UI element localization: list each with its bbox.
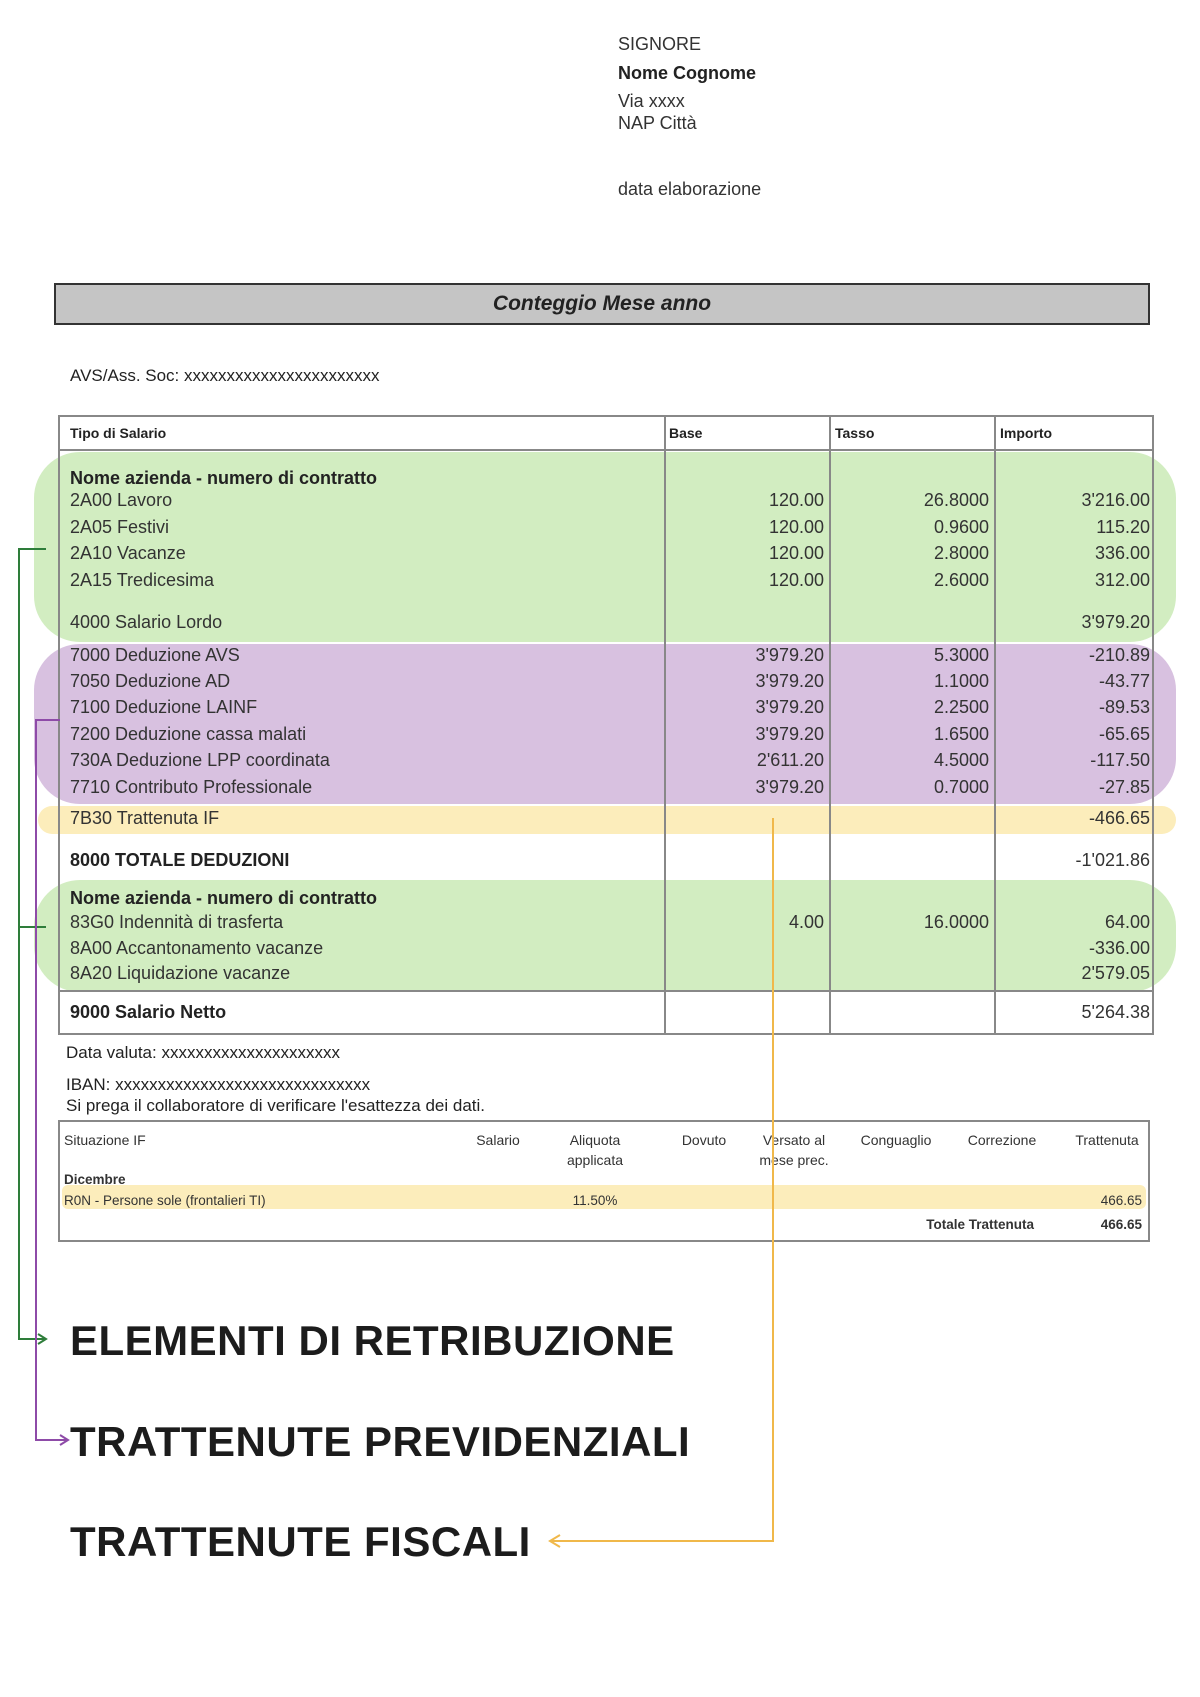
row-amount: 64.00 bbox=[1104, 912, 1150, 932]
header-base: Base bbox=[669, 425, 703, 441]
row-label: 7000 Deduzione AVS bbox=[70, 645, 240, 665]
if-header-versato-line1: Versato al bbox=[762, 1132, 826, 1148]
row-amount: 312.00 bbox=[1094, 570, 1150, 590]
payslip-title: Conteggio Mese anno bbox=[54, 283, 1150, 325]
row-amount: -117.50 bbox=[1090, 750, 1150, 770]
avs-number: AVS/Ass. Soc: xxxxxxxxxxxxxxxxxxxxxxx bbox=[70, 366, 380, 385]
row-rate: 16.0000 bbox=[923, 912, 989, 932]
row-rate: 0.9600 bbox=[933, 517, 989, 537]
if-total-label: Totale Trattenuta bbox=[926, 1217, 1034, 1232]
if-row-amount: 466.65 bbox=[1100, 1193, 1142, 1208]
row-amount: 336.00 bbox=[1094, 543, 1150, 563]
row-amount: 3'216.00 bbox=[1081, 490, 1150, 510]
row-rate: 5.3000 bbox=[933, 645, 989, 665]
row-base: 3'979.20 bbox=[755, 671, 824, 691]
row-label: 2A10 Vacanze bbox=[70, 543, 186, 563]
header-amount: Importo bbox=[1000, 425, 1053, 441]
row-amount: 5'264.38 bbox=[1081, 1002, 1150, 1022]
row-rate: 1.6500 bbox=[933, 724, 989, 744]
row-rate: 2.2500 bbox=[933, 697, 989, 717]
row-base: 3'979.20 bbox=[755, 645, 824, 665]
if-header-aliquota-line1: Aliquota bbox=[569, 1132, 621, 1148]
recipient-city: NAP Città bbox=[618, 113, 697, 133]
row-rate: 2.8000 bbox=[933, 543, 989, 563]
row-amount: 3'979.20 bbox=[1081, 612, 1150, 632]
if-header-aliquota-line2: applicata bbox=[566, 1152, 624, 1168]
row-amount: -210.89 bbox=[1088, 645, 1150, 665]
legend-earnings: ELEMENTI DI RETRIBUZIONE bbox=[70, 1317, 675, 1364]
row-label: 2A00 Lavoro bbox=[70, 490, 173, 510]
if-header-salario: Salario bbox=[476, 1132, 520, 1148]
row-base: 4.00 bbox=[788, 912, 824, 932]
row-rate: 0.7000 bbox=[933, 777, 989, 797]
iban: IBAN: xxxxxxxxxxxxxxxxxxxxxxxxxxxxxx bbox=[66, 1075, 371, 1094]
row-label: 7B30 Trattenuta IF bbox=[70, 808, 220, 828]
row-label: 4000 Salario Lordo bbox=[70, 612, 223, 632]
if-row-rate: 11.50% bbox=[572, 1193, 618, 1208]
processing-date: data elaborazione bbox=[618, 179, 762, 199]
row-label: 9000 Salario Netto bbox=[70, 1002, 227, 1022]
row-amount: -27.85 bbox=[1098, 777, 1150, 797]
row-amount: -466.65 bbox=[1088, 808, 1150, 828]
row-amount: -43.77 bbox=[1098, 671, 1150, 691]
row-amount: -89.53 bbox=[1098, 697, 1150, 717]
company-heading: Nome azienda - numero di contratto bbox=[70, 888, 378, 908]
row-base: 120.00 bbox=[768, 490, 824, 510]
row-amount: 115.20 bbox=[1096, 517, 1150, 537]
row-amount: -336.00 bbox=[1088, 938, 1150, 958]
if-month: Dicembre bbox=[64, 1172, 126, 1187]
row-base: 3'979.20 bbox=[755, 697, 824, 717]
row-label: 2A15 Tredicesima bbox=[70, 570, 215, 590]
row-rate: 2.6000 bbox=[933, 570, 989, 590]
if-row-label: R0N - Persone sole (frontalieri TI) bbox=[64, 1193, 266, 1208]
row-label: 8A20 Liquidazione vacanze bbox=[70, 963, 291, 983]
if-header-versato-line2: mese prec. bbox=[759, 1152, 829, 1168]
row-base: 120.00 bbox=[768, 570, 824, 590]
row-label: 8000 TOTALE DEDUZIONI bbox=[70, 850, 290, 870]
company-heading: Nome azienda - numero di contratto bbox=[70, 468, 378, 488]
header-type: Tipo di Salario bbox=[70, 425, 167, 441]
row-amount: 2'579.05 bbox=[1081, 963, 1150, 983]
header-rate: Tasso bbox=[835, 425, 875, 441]
row-rate: 26.8000 bbox=[923, 490, 989, 510]
row-label: 7100 Deduzione LAINF bbox=[70, 697, 258, 717]
social-bracket-line bbox=[36, 720, 66, 1440]
row-label: 83G0 Indennità di trasferta bbox=[70, 912, 284, 932]
row-label: 730A Deduzione LPP coordinata bbox=[70, 750, 330, 770]
row-amount: -65.65 bbox=[1098, 724, 1150, 744]
if-total-amount: 466.65 bbox=[1100, 1217, 1142, 1232]
earnings-bracket-line bbox=[19, 549, 46, 1339]
verify-note: Si prega il collaboratore di verificare l'esattezza dei dati. bbox=[66, 1096, 486, 1115]
row-label: 2A05 Festivi bbox=[70, 517, 170, 537]
if-header-conguaglio: Conguaglio bbox=[860, 1132, 932, 1148]
row-rate: 1.1000 bbox=[933, 671, 989, 691]
if-header-dovuto: Dovuto bbox=[681, 1132, 727, 1148]
legend-social-deductions: TRATTENUTE PREVIDENZIALI bbox=[70, 1418, 691, 1465]
row-amount: -1'021.86 bbox=[1075, 850, 1150, 870]
row-base: 2'611.20 bbox=[756, 750, 824, 770]
recipient-salutation: SIGNORE bbox=[618, 34, 702, 54]
row-label: 7200 Deduzione cassa malati bbox=[70, 724, 307, 744]
row-base: 120.00 bbox=[768, 543, 824, 563]
recipient-name: Nome Cognome bbox=[618, 63, 757, 83]
row-rate: 4.5000 bbox=[933, 750, 989, 770]
value-date: Data valuta: xxxxxxxxxxxxxxxxxxxxx bbox=[66, 1043, 340, 1062]
row-base: 3'979.20 bbox=[755, 724, 824, 744]
row-base: 3'979.20 bbox=[755, 777, 824, 797]
recipient-street: Via xxxx bbox=[618, 91, 685, 111]
legend-tax-deductions: TRATTENUTE FISCALI bbox=[70, 1518, 531, 1565]
row-label: 7710 Contributo Professionale bbox=[70, 777, 313, 797]
row-label: 7050 Deduzione AD bbox=[70, 671, 231, 691]
if-header-correzione: Correzione bbox=[967, 1132, 1037, 1148]
if-header-situazione: Situazione IF bbox=[64, 1132, 146, 1148]
row-base: 120.00 bbox=[768, 517, 824, 537]
row-label: 8A00 Accantonamento vacanze bbox=[70, 938, 324, 958]
if-header-trattenuta: Trattenuta bbox=[1075, 1132, 1139, 1148]
